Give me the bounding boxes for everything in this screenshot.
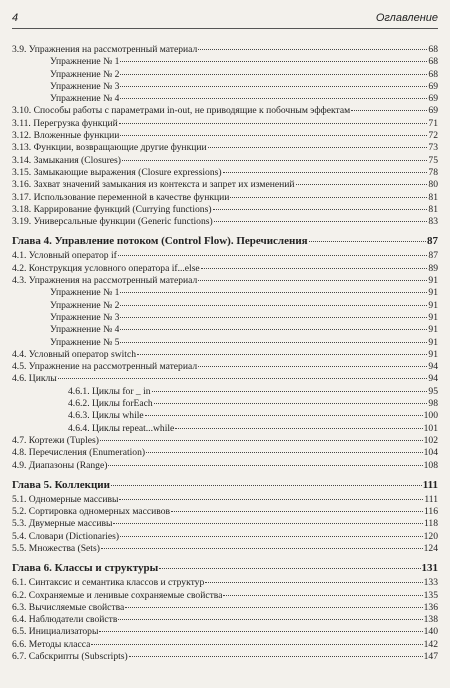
dot-leader — [201, 268, 428, 269]
toc-entry-title: Упражнение № 5 — [50, 336, 120, 348]
toc-entry-title: 5.5. Множества (Sets) — [12, 542, 100, 554]
toc-entry — [12, 518, 438, 530]
dot-leader — [309, 241, 426, 242]
dot-leader — [120, 305, 427, 306]
toc-entry-page: 142 — [423, 638, 438, 650]
toc-entry-title: 6.6. Методы класса — [12, 638, 91, 650]
toc-entry-title: 4.2. Конструкция условного оператора if...else — [12, 262, 200, 274]
toc-entry-title: 4.5. Упражнение на рассмотренный материал — [12, 361, 198, 373]
toc-entry-page: 102 — [423, 434, 438, 446]
toc-entry-title: 6.3. Вычисляемые свойства — [12, 601, 125, 613]
toc-entry-title: 3.10. Способы работы с параметрами in-out, не приводящие к побочным эффектам — [12, 105, 351, 117]
toc-entry-page: 91 — [428, 324, 438, 336]
dot-leader — [214, 221, 428, 222]
toc-entry-title: 6.1. Синтаксис и семантика классов и структур — [12, 577, 205, 589]
toc-entry-title: 4.6.1. Циклы for _ in — [68, 385, 151, 397]
toc-entry — [12, 263, 438, 275]
toc-entry-page: 91 — [428, 275, 438, 287]
toc-chapter — [12, 234, 438, 249]
toc-entry-page: 78 — [428, 166, 438, 178]
dot-leader — [125, 607, 422, 608]
toc-entry-title: 4.1. Условный оператор if — [12, 250, 117, 262]
toc-entry-title: 4.6.3. Циклы while — [68, 410, 144, 422]
dot-leader — [108, 465, 422, 466]
dot-leader — [175, 428, 422, 429]
toc-entry — [12, 460, 438, 472]
toc-entry — [12, 410, 438, 422]
dot-leader — [129, 656, 423, 657]
toc-entry-page: 68 — [428, 44, 438, 55]
dot-leader — [120, 536, 423, 537]
toc-entry-page: 100 — [423, 410, 438, 422]
toc-entry-page: 68 — [428, 56, 438, 68]
toc-entry-page: 75 — [428, 154, 438, 166]
toc-entry-page: 136 — [423, 601, 438, 613]
toc-entry — [12, 349, 438, 361]
toc-entry — [12, 337, 438, 349]
toc-entry — [12, 155, 438, 167]
toc-entry — [12, 142, 438, 154]
toc-entry-title: Упражнение № 3 — [50, 311, 120, 323]
toc-entry-page: 69 — [428, 80, 438, 92]
toc-entry — [12, 81, 438, 93]
toc-entry-page: 91 — [428, 348, 438, 360]
toc-entry-title: 4.6.4. Циклы repeat...while — [68, 422, 175, 434]
toc-entry — [12, 602, 438, 614]
toc-entry-page: 87 — [428, 250, 438, 262]
toc-entry — [12, 69, 438, 81]
toc-entry — [12, 324, 438, 336]
dot-leader — [120, 329, 427, 330]
dot-leader — [152, 391, 428, 392]
dot-leader — [351, 110, 427, 111]
dot-leader — [198, 49, 427, 50]
dot-leader — [223, 172, 428, 173]
toc-entry — [12, 118, 438, 130]
toc-entry — [12, 275, 438, 287]
toc-entry-page: 83 — [428, 216, 438, 228]
toc-entry-title: Упражнение № 4 — [50, 324, 120, 336]
dot-leader — [120, 135, 427, 136]
dot-leader — [223, 595, 422, 596]
toc-entry — [12, 373, 438, 385]
toc-entry-title: 5.1. Одномерные массивы — [12, 493, 119, 505]
toc-entry-page: 69 — [428, 93, 438, 105]
dot-leader — [119, 499, 423, 500]
toc-entry-title: 3.13. Функции, возвращающие другие функции — [12, 142, 207, 154]
toc-entry — [12, 93, 438, 105]
table-of-contents — [12, 44, 438, 663]
dot-leader — [230, 197, 427, 198]
dot-leader — [198, 366, 427, 367]
toc-entry-title: 3.15. Замыкающие выражения (Closure expressions) — [12, 166, 222, 178]
dot-leader — [120, 342, 427, 343]
toc-entry-title: 6.2. Сохраняемые и ленивые сохраняемые свойства — [12, 589, 223, 601]
toc-entry — [12, 577, 438, 589]
dot-leader — [171, 511, 423, 512]
dot-leader — [120, 292, 427, 293]
toc-entry-page: 108 — [423, 459, 438, 471]
toc-entry — [12, 447, 438, 459]
toc-entry-page: 94 — [428, 373, 438, 385]
dot-leader — [120, 317, 427, 318]
header-title: Оглавление — [375, 12, 438, 24]
dot-leader — [101, 548, 423, 549]
toc-entry-page: 69 — [428, 105, 438, 117]
dot-leader — [58, 378, 428, 379]
toc-entry-title: 3.18. Каррирование функций (Currying functions) — [12, 203, 212, 215]
dot-leader — [145, 415, 423, 416]
dot-leader — [91, 644, 422, 645]
dot-leader — [154, 403, 428, 404]
toc-entry-title: 5.4. Словари (Dictionaries) — [12, 530, 120, 542]
dot-leader — [198, 280, 427, 281]
toc-entry-page: 81 — [428, 191, 438, 203]
toc-entry-page: 94 — [428, 361, 438, 373]
toc-entry-title: Глава 4. Управление потоком (Control Flow). Перечисления — [12, 235, 308, 248]
toc-entry-page: 68 — [428, 68, 438, 80]
toc-entry-title: 4.4. Условный оператор switch — [12, 348, 137, 360]
toc-entry — [12, 287, 438, 299]
toc-entry-page: 80 — [428, 179, 438, 191]
toc-entry-title: 3.17. Использование переменной в качестве функции — [12, 191, 230, 203]
toc-entry-title: Глава 6. Классы и структуры — [12, 562, 159, 575]
toc-chapter — [12, 478, 438, 493]
dot-leader — [120, 86, 427, 87]
toc-entry-title: Упражнение № 4 — [50, 93, 120, 105]
toc-entry — [12, 506, 438, 518]
dot-leader — [213, 209, 428, 210]
toc-entry — [12, 651, 438, 663]
toc-entry — [12, 312, 438, 324]
toc-entry-title: 4.3. Упражнения на рассмотренный материал — [12, 275, 198, 287]
toc-entry-title: 3.14. Замыкания (Closures) — [12, 154, 121, 166]
dot-leader — [118, 619, 422, 620]
toc-entry-page: 124 — [423, 542, 438, 554]
dot-leader — [159, 568, 420, 569]
toc-entry-title: 5.2. Сортировка одномерных массивов — [12, 506, 171, 518]
toc-entry — [12, 361, 438, 373]
toc-entry-title: 6.7. Сабскрипты (Subscripts) — [12, 651, 128, 663]
toc-entry — [12, 543, 438, 555]
toc-entry-page: 138 — [423, 614, 438, 626]
page-number: 4 — [12, 12, 19, 24]
toc-entry-page: 91 — [428, 311, 438, 323]
toc-entry-page: 111 — [422, 478, 438, 491]
toc-entry — [12, 130, 438, 142]
dot-leader — [120, 74, 427, 75]
toc-entry-page: 73 — [428, 142, 438, 154]
dot-leader — [120, 98, 427, 99]
toc-entry-title: 6.5. Инициализаторы — [12, 626, 99, 638]
toc-entry — [12, 626, 438, 638]
toc-entry-title: Упражнение № 1 — [50, 56, 120, 68]
toc-entry — [12, 300, 438, 312]
toc-entry-page: 72 — [428, 130, 438, 142]
toc-entry-page: 91 — [428, 336, 438, 348]
dot-leader — [137, 354, 427, 355]
toc-entry — [12, 216, 438, 228]
toc-entry — [12, 614, 438, 626]
toc-entry — [12, 494, 438, 506]
toc-entry-page: 91 — [428, 287, 438, 299]
toc-entry-title: Упражнение № 2 — [50, 68, 120, 80]
toc-chapter — [12, 561, 438, 576]
toc-entry-page: 95 — [428, 385, 438, 397]
dot-leader — [118, 255, 428, 256]
toc-entry — [12, 423, 438, 435]
dot-leader — [208, 147, 428, 148]
toc-entry-page: 135 — [423, 589, 438, 601]
toc-entry-title: 3.9. Упражнения на рассмотренный материал — [12, 44, 198, 55]
toc-entry-title: 4.9. Диапазоны (Range) — [12, 459, 108, 471]
toc-entry-title: 4.8. Перечисления (Enumeration) — [12, 447, 146, 459]
toc-entry-title: 4.6. Циклы — [12, 373, 57, 385]
dot-leader — [99, 631, 422, 632]
toc-entry-page: 116 — [423, 506, 438, 518]
toc-entry — [12, 250, 438, 262]
toc-entry-title: 3.19. Универсальные функции (Generic functions) — [12, 216, 213, 228]
toc-entry — [12, 398, 438, 410]
toc-entry-title: Упражнение № 1 — [50, 287, 120, 299]
toc-entry — [12, 167, 438, 179]
toc-entry-title: 4.6.2. Циклы forEach — [68, 398, 153, 410]
dot-leader — [296, 184, 428, 185]
toc-entry — [12, 386, 438, 398]
toc-entry-title: 3.11. Перегрузка функций — [12, 117, 118, 129]
dot-leader — [205, 582, 422, 583]
dot-leader — [122, 160, 427, 161]
toc-entry-page: 111 — [424, 493, 438, 505]
toc-entry-title: 6.4. Наблюдатели свойств — [12, 614, 118, 626]
toc-entry-title: 5.3. Двумерные массивы — [12, 518, 113, 530]
toc-entry — [12, 179, 438, 191]
toc-entry-page: 71 — [428, 117, 438, 129]
toc-entry-page: 104 — [423, 447, 438, 459]
toc-entry-title: 3.12. Вложенные функции — [12, 130, 120, 142]
toc-entry-page: 131 — [421, 562, 438, 575]
toc-entry — [12, 531, 438, 543]
toc-entry-page: 133 — [423, 577, 438, 589]
toc-entry — [12, 44, 438, 56]
toc-entry-page: 101 — [423, 422, 438, 434]
toc-entry-page: 91 — [428, 299, 438, 311]
toc-entry-title: 4.7. Кортежи (Tuples) — [12, 434, 99, 446]
toc-entry — [12, 204, 438, 216]
dot-leader — [146, 452, 423, 453]
toc-entry — [12, 639, 438, 651]
toc-entry-title: Глава 5. Коллекции — [12, 478, 110, 491]
toc-entry-page: 118 — [423, 518, 438, 530]
toc-entry — [12, 435, 438, 447]
toc-entry-title: Упражнение № 3 — [50, 80, 120, 92]
toc-entry — [12, 56, 438, 68]
dot-leader — [120, 61, 427, 62]
running-header — [12, 12, 438, 29]
toc-entry-page: 147 — [423, 651, 438, 663]
toc-entry-page: 120 — [423, 530, 438, 542]
toc-entry — [12, 105, 438, 117]
dot-leader — [100, 440, 423, 441]
toc-entry-page: 98 — [428, 398, 438, 410]
dot-leader — [111, 485, 422, 486]
toc-entry-page: 87 — [427, 235, 438, 248]
toc-entry-page: 140 — [423, 626, 438, 638]
toc-entry — [12, 590, 438, 602]
toc-entry-page: 89 — [428, 262, 438, 274]
toc-entry-page: 81 — [428, 203, 438, 215]
toc-entry-title: Упражнение № 2 — [50, 299, 120, 311]
dot-leader — [113, 523, 422, 524]
dot-leader — [119, 123, 428, 124]
toc-entry — [12, 192, 438, 204]
toc-entry-title: 3.16. Захват значений замыкания из контекста и запрет их изменений — [12, 179, 295, 191]
